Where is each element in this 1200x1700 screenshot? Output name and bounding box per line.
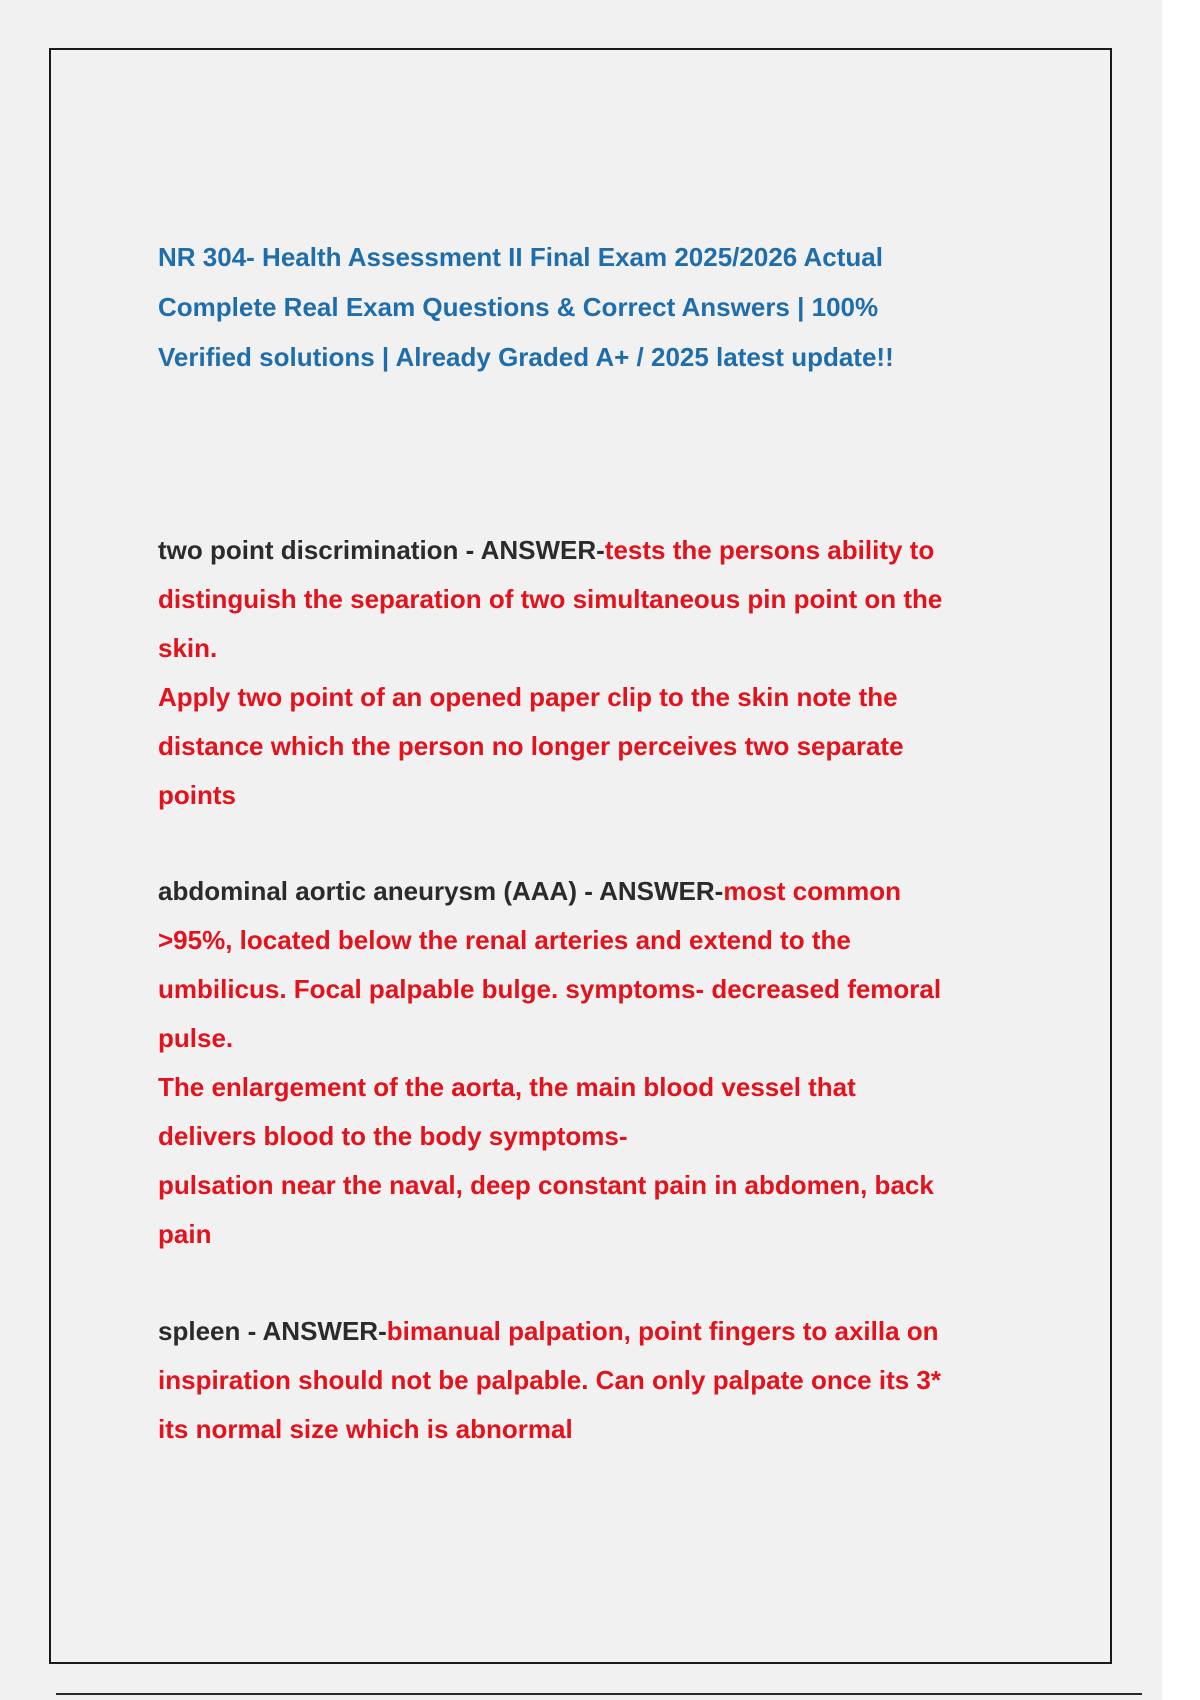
qa-answer-line: >95%, located below the renal arteries and extend to the bbox=[158, 925, 851, 955]
next-page-edge bbox=[56, 1693, 1142, 1695]
qa-term: two point discrimination bbox=[158, 535, 459, 565]
qa-answer-line: umbilicus. Focal palpable bulge. symptoms- decreased femoral bbox=[158, 974, 942, 1004]
qa-entry-first-line bbox=[158, 526, 1038, 575]
qa-answer-line: The enlargement of the aorta, the main blood vessel that bbox=[158, 1072, 856, 1102]
viewer-right-margin bbox=[1162, 0, 1200, 1700]
qa-answer-line: inspiration should not be palpable. Can only palpate once its 3* bbox=[158, 1365, 941, 1395]
qa-answer-line: pulse. bbox=[158, 1023, 234, 1053]
qa-term: spleen bbox=[158, 1316, 241, 1346]
qa-answer-line: points bbox=[158, 780, 236, 810]
qa-answer-line: skin. bbox=[158, 633, 218, 663]
document-title bbox=[158, 232, 1018, 382]
qa-answer-line: delivers blood to the body symptoms- bbox=[158, 1121, 628, 1151]
qa-answer-line: Apply two point of an opened paper clip to the skin note the bbox=[158, 682, 898, 712]
qa-answer-line: pulsation near the naval, deep constant pain in abdomen, back bbox=[158, 1170, 934, 1200]
answer-separator: - ANSWER- bbox=[576, 876, 724, 906]
title-line: Verified solutions | Already Graded A+ / 2025 latest update!! bbox=[158, 342, 894, 372]
title-line: Complete Real Exam Questions & Correct Answers | 100% bbox=[158, 292, 879, 322]
qa-term: abdominal aortic aneurysm (AAA) bbox=[158, 876, 577, 906]
answer-separator: - ANSWER- bbox=[240, 1316, 387, 1346]
qa-answer-text: tests the persons ability to bbox=[604, 535, 935, 565]
answer-separator: - ANSWER- bbox=[458, 535, 605, 565]
qa-entry-first-line bbox=[158, 867, 1038, 916]
qa-entry-first-line bbox=[158, 1307, 1038, 1356]
qa-answer-line: its normal size which is abnormal bbox=[158, 1414, 573, 1444]
qa-answer-line: distinguish the separation of two simultaneous pin point on the bbox=[158, 584, 943, 614]
qa-entry bbox=[158, 526, 1038, 820]
qa-entry bbox=[158, 1307, 1038, 1454]
title-line: NR 304- Health Assessment II Final Exam 2025/2026 Actual bbox=[158, 242, 883, 272]
qa-answer-line: pain bbox=[158, 1219, 212, 1249]
qa-entry bbox=[158, 867, 1038, 1259]
qa-answer-text: most common bbox=[723, 876, 902, 906]
qa-answer-line: distance which the person no longer perceives two separate bbox=[158, 731, 904, 761]
qa-answer-text: bimanual palpation, point fingers to axilla on bbox=[386, 1316, 939, 1346]
